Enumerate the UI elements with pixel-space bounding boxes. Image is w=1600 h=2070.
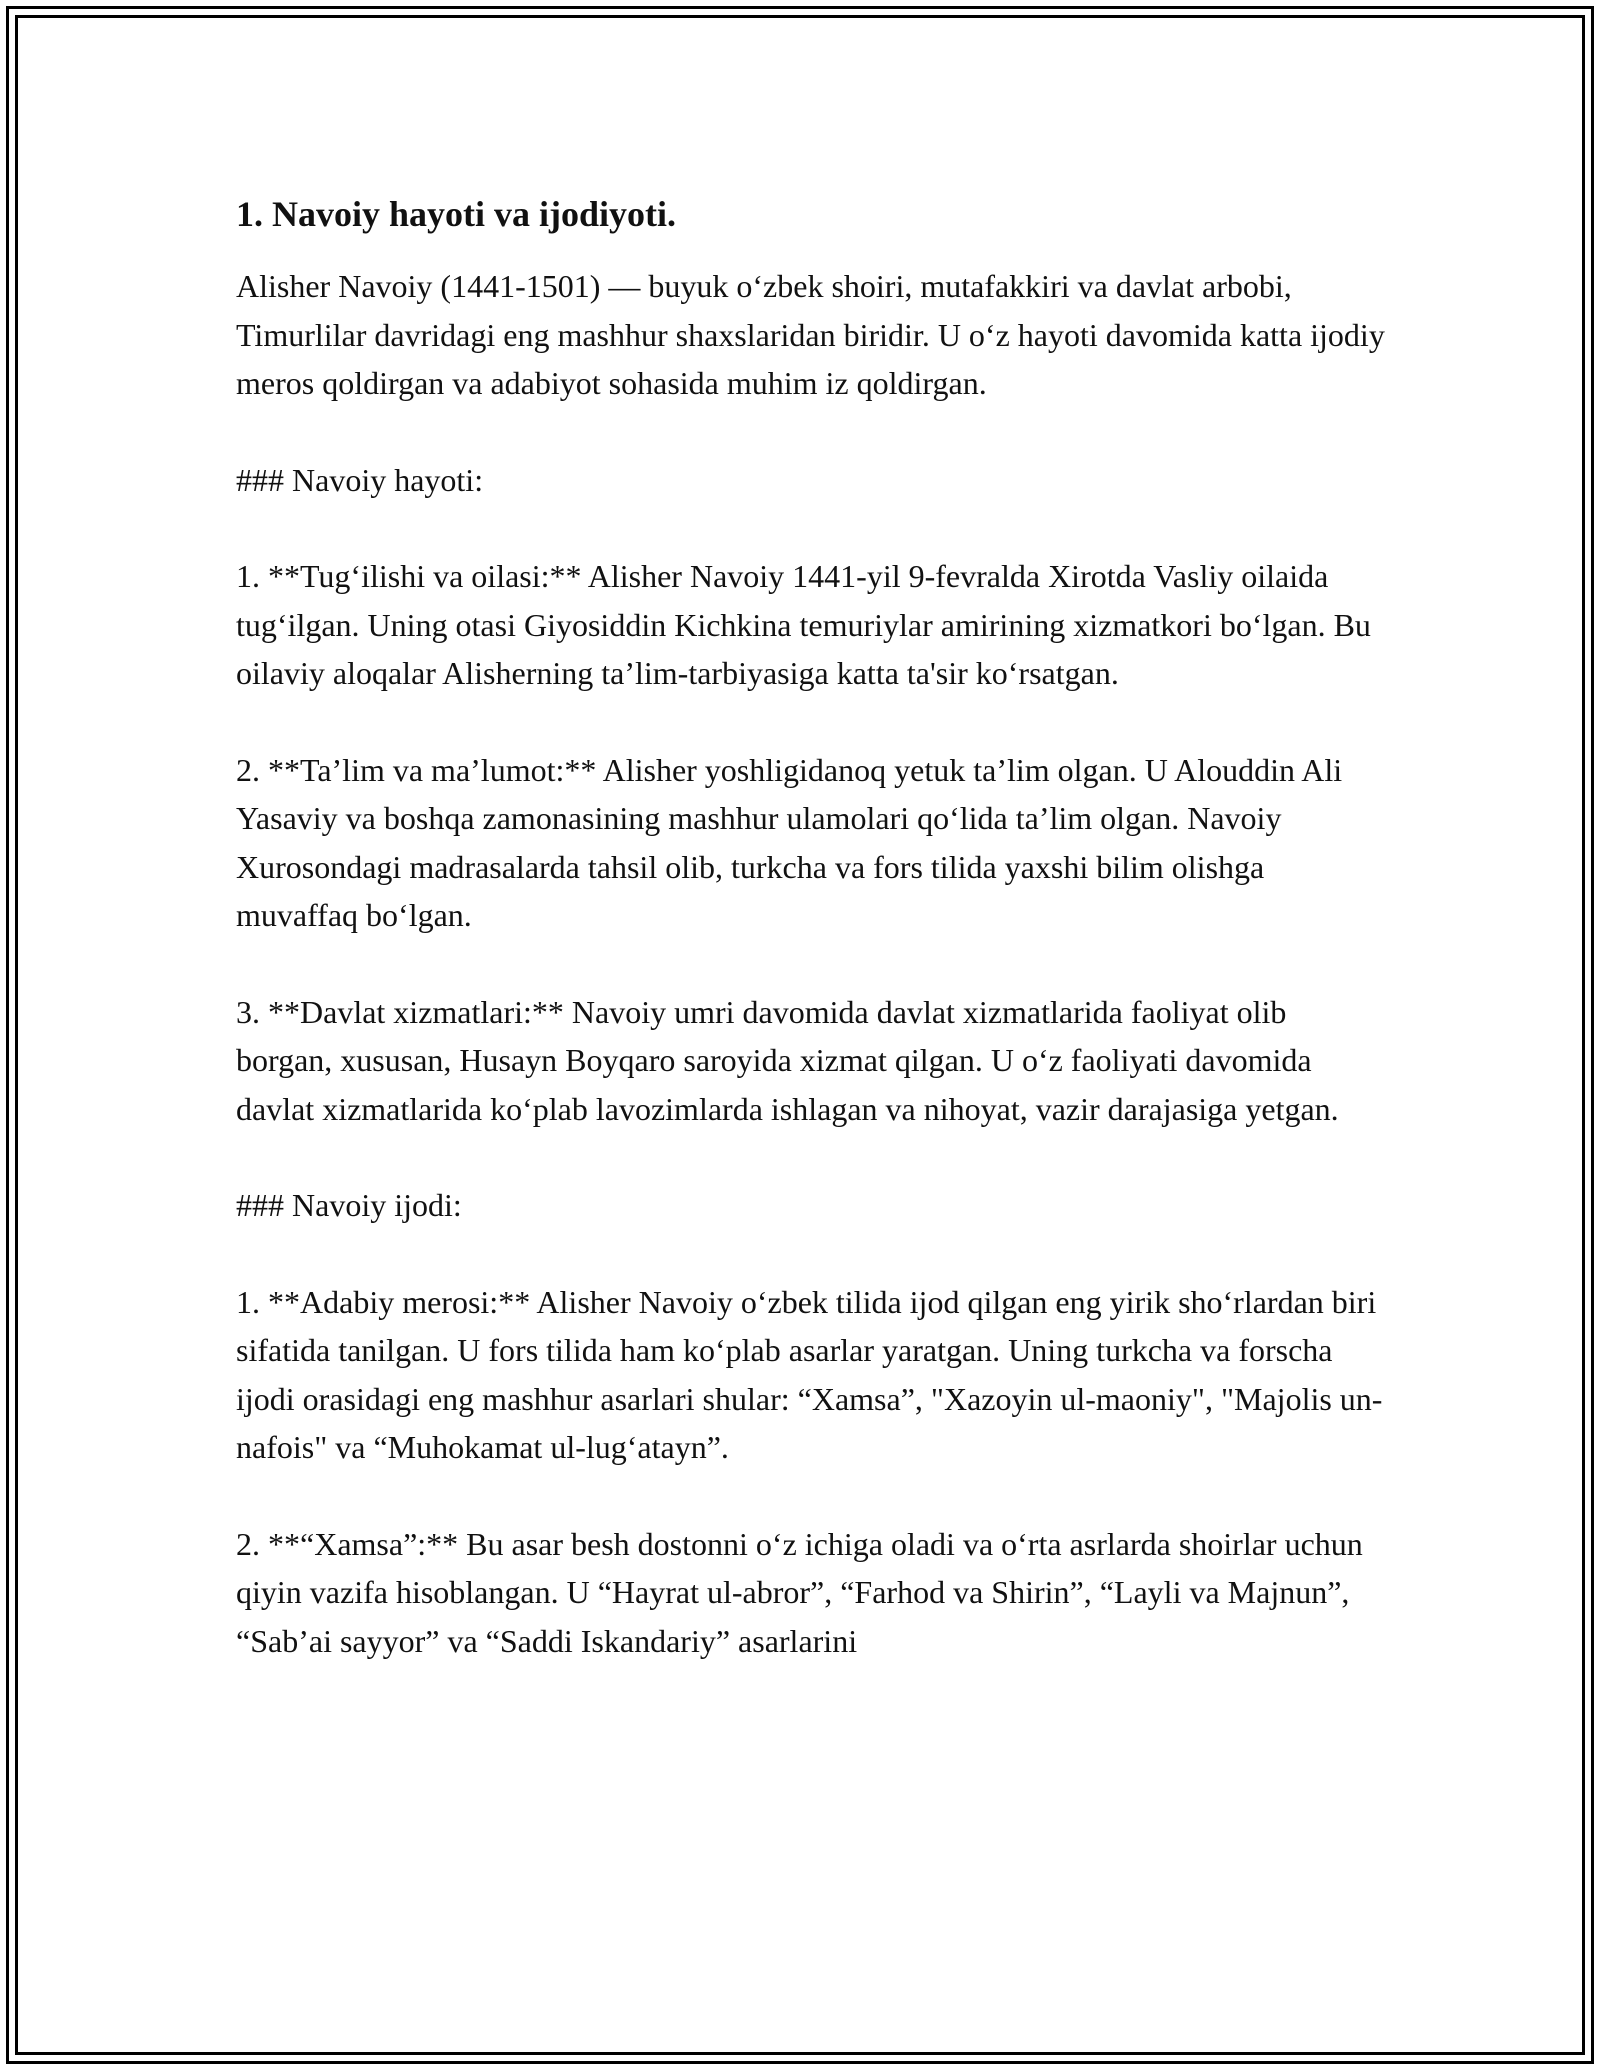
list-item-talim: 2. **Ta’lim va ma’lumot:** Alisher yoshligidanoq yetuk ta’lim olgan. U Alouddin Ali Yasaviy va boshqa zamonasining mashhur ulamolari qo‘lida ta’lim olgan. Navoiy Xurosondagi madrasalarda tahsil olib, turkcha va fors tilida yaxshi bilim olishga muvaffaq bo‘lgan. [236,751,1343,933]
document-body [236,190,1386,1713]
list-item-adabiy-merosi: 1. **Adabiy merosi:** Alisher Navoiy o‘zbek tilida ijod qilgan eng yirik sho‘rlardan biri sifatida tanilgan. U fors tilida ham ko‘plab asarlar yaratgan. Uning turkcha va forscha ijodi orasidagi eng mashhur asarlari shular: “Xamsa”, "Xazoyin ul-maoniy", "Majolis un-nafois" va “Muhokamat ul-lug‘atayn”. [236,1283,1383,1465]
section-heading-ijodi: ### Navoiy ijodi: [236,1187,462,1223]
intro-paragraph: Alisher Navoiy (1441-1501) — buyuk o‘zbek shoiri, mutafakkiri va davlat arbobi, Timurlilar davridagi eng mashhur shaxslaridan biridir. U o‘z hayoti davomida katta ijodiy meros qoldirgan va adabiyot sohasida muhim iz qoldirgan. [236,268,1385,401]
list-item-tugilishi: 1. **Tug‘ilishi va oilasi:** Alisher Navoiy 1441-yil 9-fevralda Xirotda Vasliy oilaida tug‘ilgan. Uning otasi Giyosiddin Kichkina temuriylar amirining xizmatkori bo‘lgan. Bu oilaviy aloqalar Alisherning ta’lim-tarbiyasiga katta ta'sir ko‘rsatgan. [236,558,1371,691]
document-title: 1. Navoiy hayoti va ijodiyoti. [236,194,677,234]
list-item-davlat-xizmatlari: 3. **Davlat xizmatlari:** Navoiy umri davomida davlat xizmatlarida faoliyat olib borgan, xususan, Husayn Boyqaro saroyida xizmat qilgan. U o‘z faoliyati davomida davlat xizmatlarida ko‘plab lavozimlarda ishlagan va nihoyat, vazir darajasiga yetgan. [236,993,1339,1127]
section-heading-hayoti: ### Navoiy hayoti: [236,461,484,498]
list-item-xamsa: 2. **“Xamsa”:** Bu asar besh dostonni o‘z ichiga oladi va o‘rta asrlarda shoirlar uchun qiyin vazifa hisoblangan. U “Hayrat ul-abror”, “Farhod va Shirin”, “Layli va Majnun”, “Sab’ai sayyor” va “Saddi Iskandariy” asarlarini [236,1525,1363,1659]
